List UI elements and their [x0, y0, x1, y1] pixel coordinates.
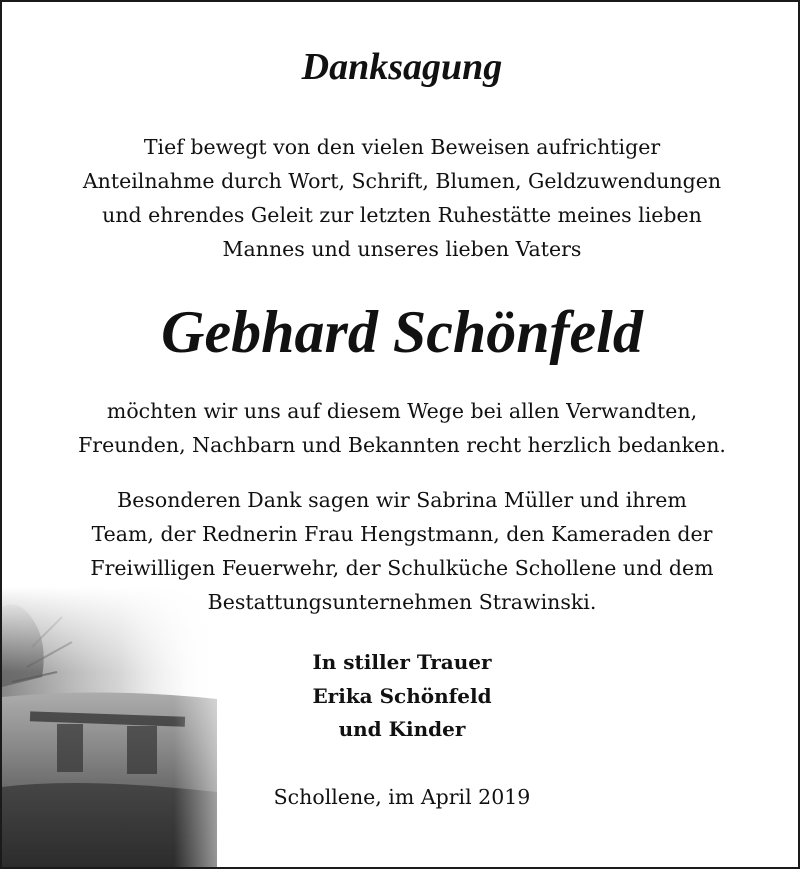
special-thanks-paragraph — [2, 483, 800, 619]
signature-line: In stiller Trauer — [312, 650, 492, 674]
signature-block — [2, 646, 800, 747]
special-thanks-line: Freiwilligen Feuerwehr, der Schulküche Schollene und dem — [90, 556, 714, 580]
signature-line: und Kinder — [338, 717, 466, 741]
special-thanks-line: Besonderen Dank sagen wir Sabrina Müller und ihrem — [117, 488, 687, 512]
deceased-name: Gebhard Schönfeld — [161, 299, 643, 365]
place-date: Schollene, im April 2019 — [273, 785, 531, 809]
signature-line: Erika Schönfeld — [312, 683, 492, 708]
intro-line: Mannes und unseres lieben Vaters — [222, 237, 582, 261]
special-thanks-line: Team, der Rednerin Frau Hengstmann, den Kameraden der — [91, 522, 713, 546]
intro-paragraph — [2, 130, 800, 266]
thanks-line: Freunden, Nachbarn und Bekannten recht herzlich bedanken. — [78, 433, 726, 457]
thanks-line: möchten wir uns auf diesem Wege bei allen Verwandten, — [106, 399, 698, 423]
notice-heading: Danksagung — [301, 46, 503, 88]
thanks-paragraph — [2, 394, 800, 462]
special-thanks-line: Bestattungsunternehmen Strawinski. — [207, 590, 597, 614]
intro-line: und ehrendes Geleit zur letzten Ruhestätte meines lieben — [102, 203, 702, 227]
intro-line: Tief bewegt von den vielen Beweisen aufrichtiger — [143, 135, 661, 159]
intro-line: Anteilnahme durch Wort, Schrift, Blumen, Geldzuwendungen — [82, 169, 722, 193]
